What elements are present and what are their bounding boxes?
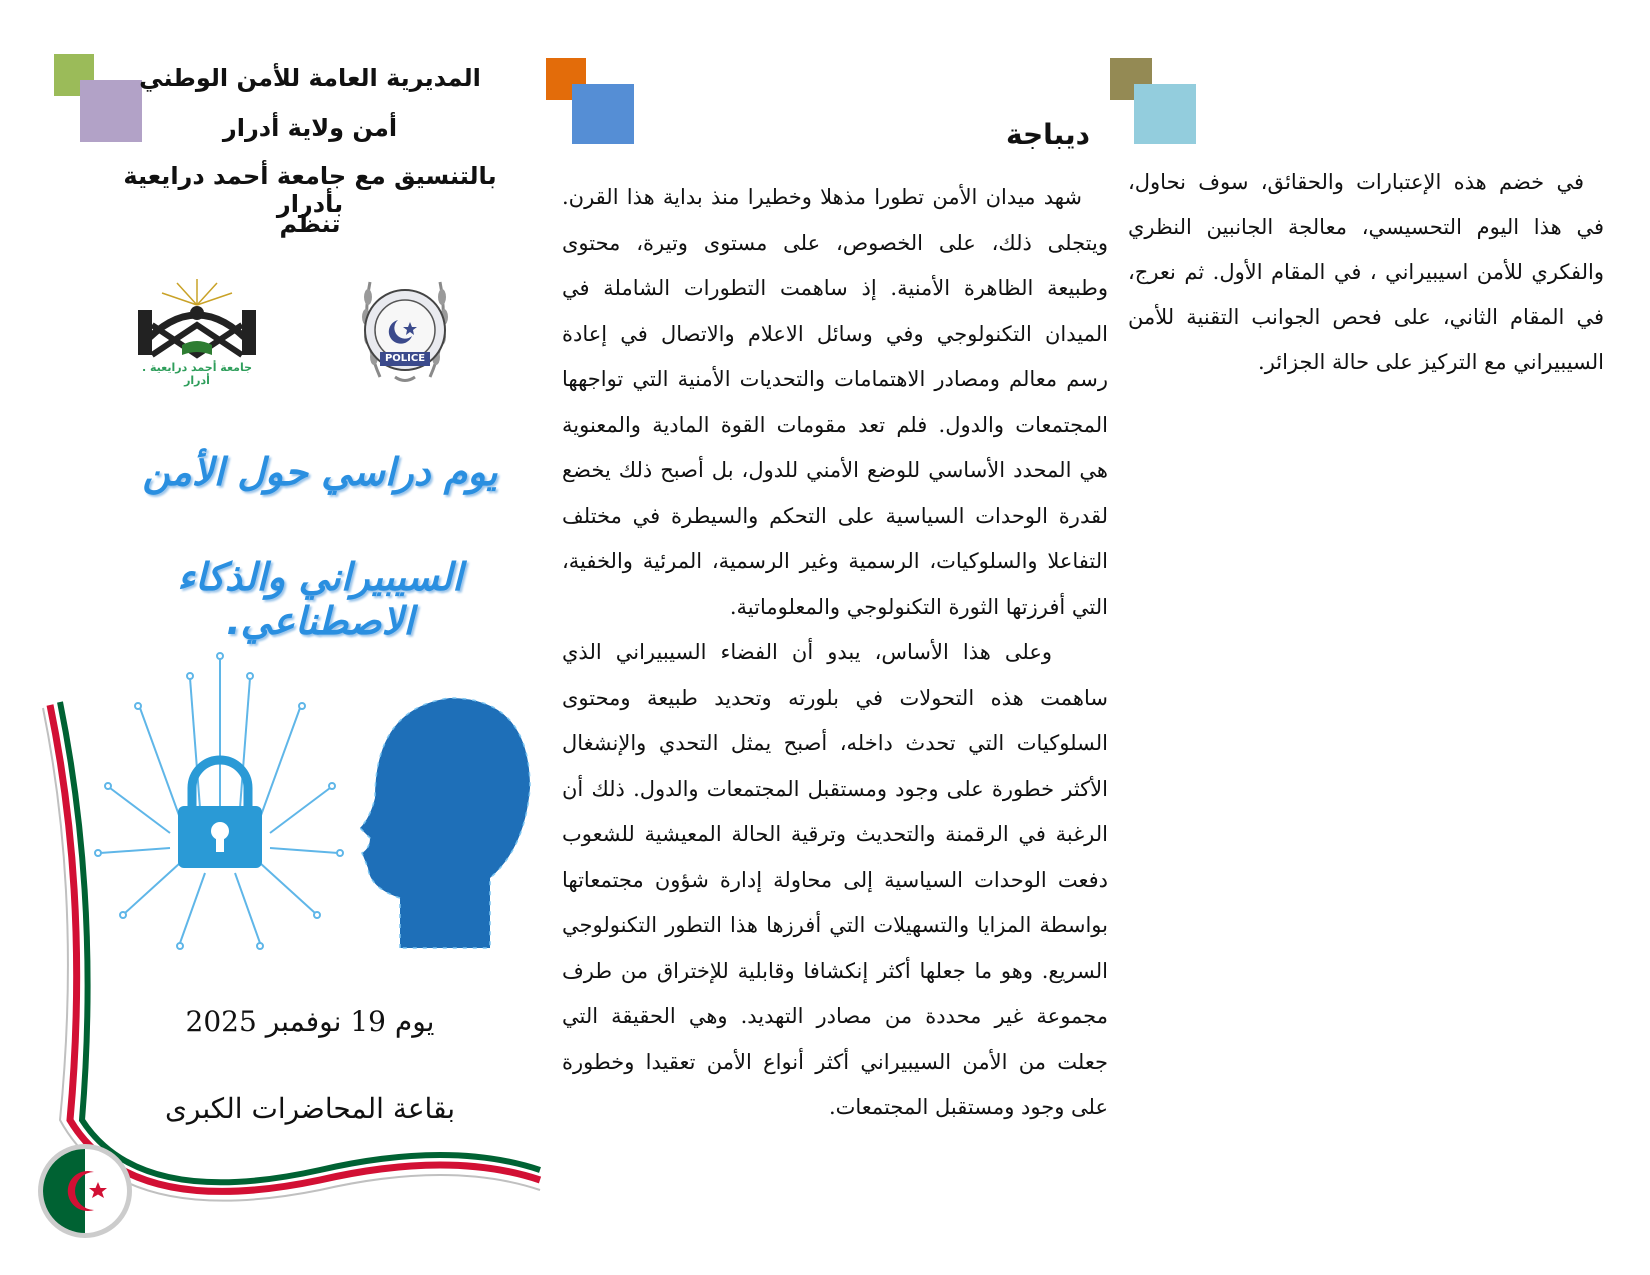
deco-square-blue: [572, 84, 634, 144]
police-caption: POLICE: [384, 353, 426, 364]
right-panel-text: في خضم هذه الإعتبارات والحقائق، سوف نحاول، في هذا اليوم التحسيسي، معالجة الجانبين النظري والفكري للأمن اسيبيراني ، في المقام الأول. ثم نعرج، في المقام الثاني، على فحص الجوانب التقنية للأمن السيبيراني مع التركيز على حالة الجزائر.: [1128, 170, 1604, 374]
preamble-body: [562, 175, 1108, 1131]
police-logo: [350, 262, 460, 407]
police-badge-icon: [350, 262, 460, 407]
event-date: يوم 19 نوفمبر 2025: [185, 1005, 435, 1038]
preamble-paragraph-1: شهد ميدان الأمن تطورا مذهلا وخطيرا منذ بداية هذا القرن. ويتجلى ذلك، على الخصوص، على مستوى وتيرة، محتوى وطبيعة الظاهرة الأمنية. إذ ساهمت التطورات الشاملة في الميدان التكنولوجي وفي وسائل الاعلام والاتصال في إعادة رسم معالم ومصادر الاهتمامات والتحديات الأمنية التي تواجهها المجتمعات والدول. فلم تعد مقومات القوة المادية والمعنوية هي المحدد الأساسي للوضع الأمني للدول، بل أصبح ذلك يخضع لقدرة الوحدات السياسية على التحكم والسيطرة في مختلف التفاعلا والسلوكيات، الرسمية وغير الرسمية، المرئية والخفية، التي أفرزتها الثورة التكنولوجي والمعلوماتية.: [562, 185, 1108, 619]
event-title-line-2: السيبيراني والذكاء الاصطناعي.: [177, 555, 463, 643]
preamble-paragraph-2: وعلى هذا الأساس، يبدو أن الفضاء السيبيراني الذي ساهمت هذه التحولات في بلورته وتحديد طبيعة ومحتوى السلوكيات التي تحدث داخله، أصبح يمثل التحدي والإنشغال الأكثر خطورة على وجود ومستقبل المجتمعات والدول. ذلك أن الرغبة في الرقمنة والتحديث وترقية الحالة المعيشية للشعوب دفعت الوحدات السياسية إلى محاولة إدارة شؤون مجتمعاتها بواسطة المزايا والتسهيلات التي أفرزها هذا التطور التكنولوجي السريع. وهو ما جعلها أكثر إنكشافا وقابلية للإختراق من طرف مجموعة غير محددة من مصادر التهديد. وهي الحقيقة التي جعلت من الأمن السيبيراني أكثر أنواع الأمن تعقيدا وخطورة على وجود ومستقبل المجتمعات.: [562, 640, 1108, 1119]
organizer-line-2: أمن ولاية أدرار: [222, 114, 398, 142]
algeria-flag-icon: [36, 1142, 134, 1240]
preamble-title: ديباجة: [1006, 118, 1090, 151]
event-title-line-1: يوم دراسي حول الأمن: [142, 450, 498, 494]
organizer-line-4: تنظم: [279, 210, 341, 238]
organizer-line-1: المديرية العامة للأمن الوطني: [139, 64, 481, 92]
university-logo: [132, 275, 262, 385]
deco-square-lightblue: [1134, 84, 1196, 144]
organizer-line-3: بالتنسيق مع جامعة أحمد درايعية بأدرار: [123, 162, 497, 218]
university-caption: جامعة أحمد درايعية . أدرار: [141, 361, 253, 387]
event-venue: بقاعة المحاضرات الكبرى: [164, 1092, 456, 1125]
algeria-flag-emblem: [36, 1142, 134, 1240]
